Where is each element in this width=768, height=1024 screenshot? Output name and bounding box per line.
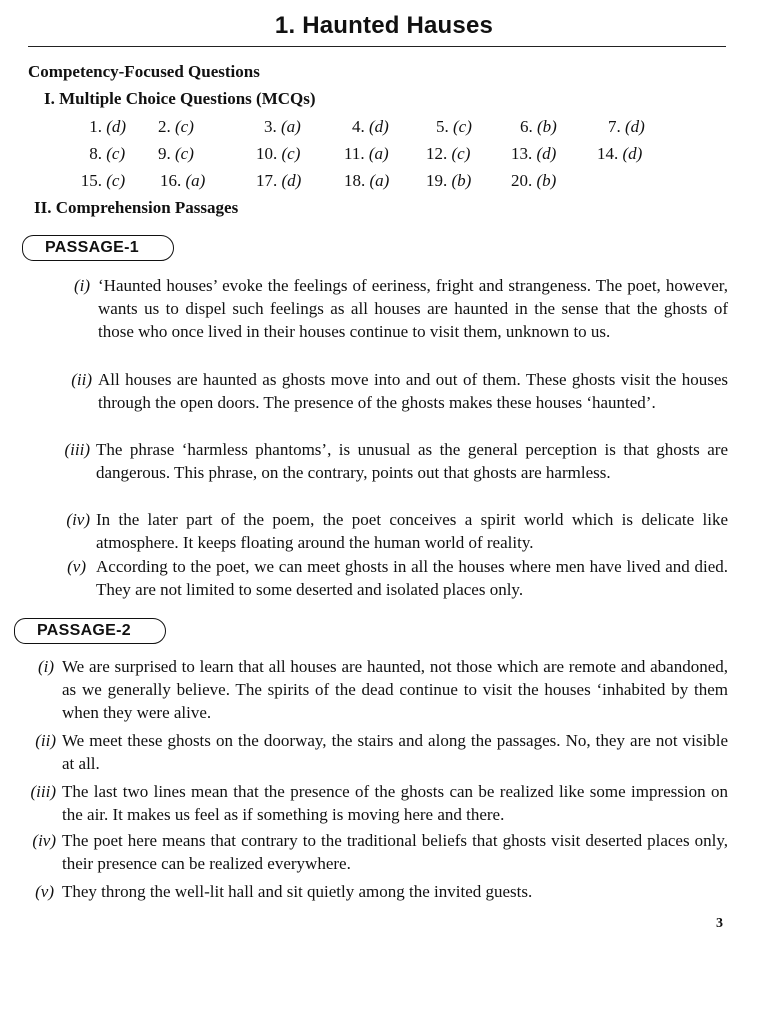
mcq-item: 19. (b) (426, 171, 472, 190)
mcq-item: 14. (d) (597, 144, 643, 163)
mcq-item: 1. (d) (89, 117, 127, 136)
mcq-item: 20. (b) (511, 171, 557, 190)
mcq-item: 15. (c) (80, 171, 126, 190)
mcq-item: 5. (c) (436, 117, 472, 136)
mcq-item: 13. (d) (511, 144, 557, 163)
mcq-item: 8. (c) (89, 144, 126, 163)
mcq-item: 17. (d) (256, 171, 302, 190)
mcq-heading: I. Multiple Choice Questions (MCQs) (44, 89, 316, 108)
passage-1-answer: (ii) All houses are haunted as ghosts move into and out of them. These ghosts visit the houses through the open doors. The presence of the ghosts makes these houses ‘haunted’. (71, 370, 728, 413)
passage-1-badge: PASSAGE-1 (22, 235, 174, 261)
passage-1-answer: (iv) In the later part of the poem, the poet conceives a spirit world which is delicate like atmosphere. It keeps floating around the human world of reality. (66, 510, 728, 553)
mcq-item: 10. (c) (256, 144, 301, 163)
mcq-item: 2. (c) (158, 117, 194, 136)
mcq-item: 11. (a) (344, 144, 389, 163)
passage-1-answer: (iii) The phrase ‘harmless phantoms’, is unusual as the general perception is that ghosts are dangerous. This phrase, on the contrary, points out that ghosts are harmless. (64, 440, 728, 483)
mcq-item: 7. (d) (608, 117, 645, 136)
passage-1-answer: (v) According to the poet, we can meet ghosts in all the houses where men have lived and died. They are not limited to some deserted and isolated places only. (67, 557, 728, 600)
mcq-item: 9. (c) (158, 144, 194, 163)
page-title: 1. Haunted Hauses (274, 12, 494, 39)
passage-2-answer: (v) They throng the well-lit hall and sit quietly among the invited guests. (35, 882, 533, 901)
passage-2-answer: (ii) We meet these ghosts on the doorway, the stairs and along the passages. No, they are not visible at all. (35, 731, 728, 774)
passage-2-answer: (iii) The last two lines mean that the presence of the ghosts can be realized like some impression on the air. It makes us feel as if something is moving here and there. (30, 782, 728, 825)
mcq-item: 16. (a) (160, 171, 206, 190)
passage-2-answer: (iv) The poet here means that contrary to the traditional beliefs that ghosts visit deserted places only, their presence can be realized everywhere. (32, 831, 728, 874)
comprehension-heading: II. Comprehension Passages (34, 198, 239, 217)
mcq-item: 3. (a) (264, 117, 301, 136)
passage-2-answer: (i) We are surprised to learn that all houses are haunted, not those which are remote and abandoned, as we generally believe. The spirits of the dead continue to visit the houses ‘inhabited by them when they were alive. (37, 657, 728, 723)
mcq-item: 4. (d) (352, 117, 389, 136)
mcq-item: 12. (c) (426, 144, 471, 163)
mcq-item: 6. (b) (520, 117, 557, 136)
title-divider (28, 46, 726, 47)
section-heading: Competency-Focused Questions (28, 62, 260, 81)
page-number: 3 (716, 916, 723, 931)
mcq-item: 18. (a) (344, 171, 390, 190)
passage-1-answer: (i) ‘Haunted houses’ evoke the feelings of eeriness, fright and strangeness. The poet, however, wants us to dispel such feelings as all houses are haunted in the sense that the ghosts of those who once lived in their houses continue to visit them, unknown to us. (73, 276, 728, 342)
passage-2-badge: PASSAGE-2 (14, 618, 166, 644)
